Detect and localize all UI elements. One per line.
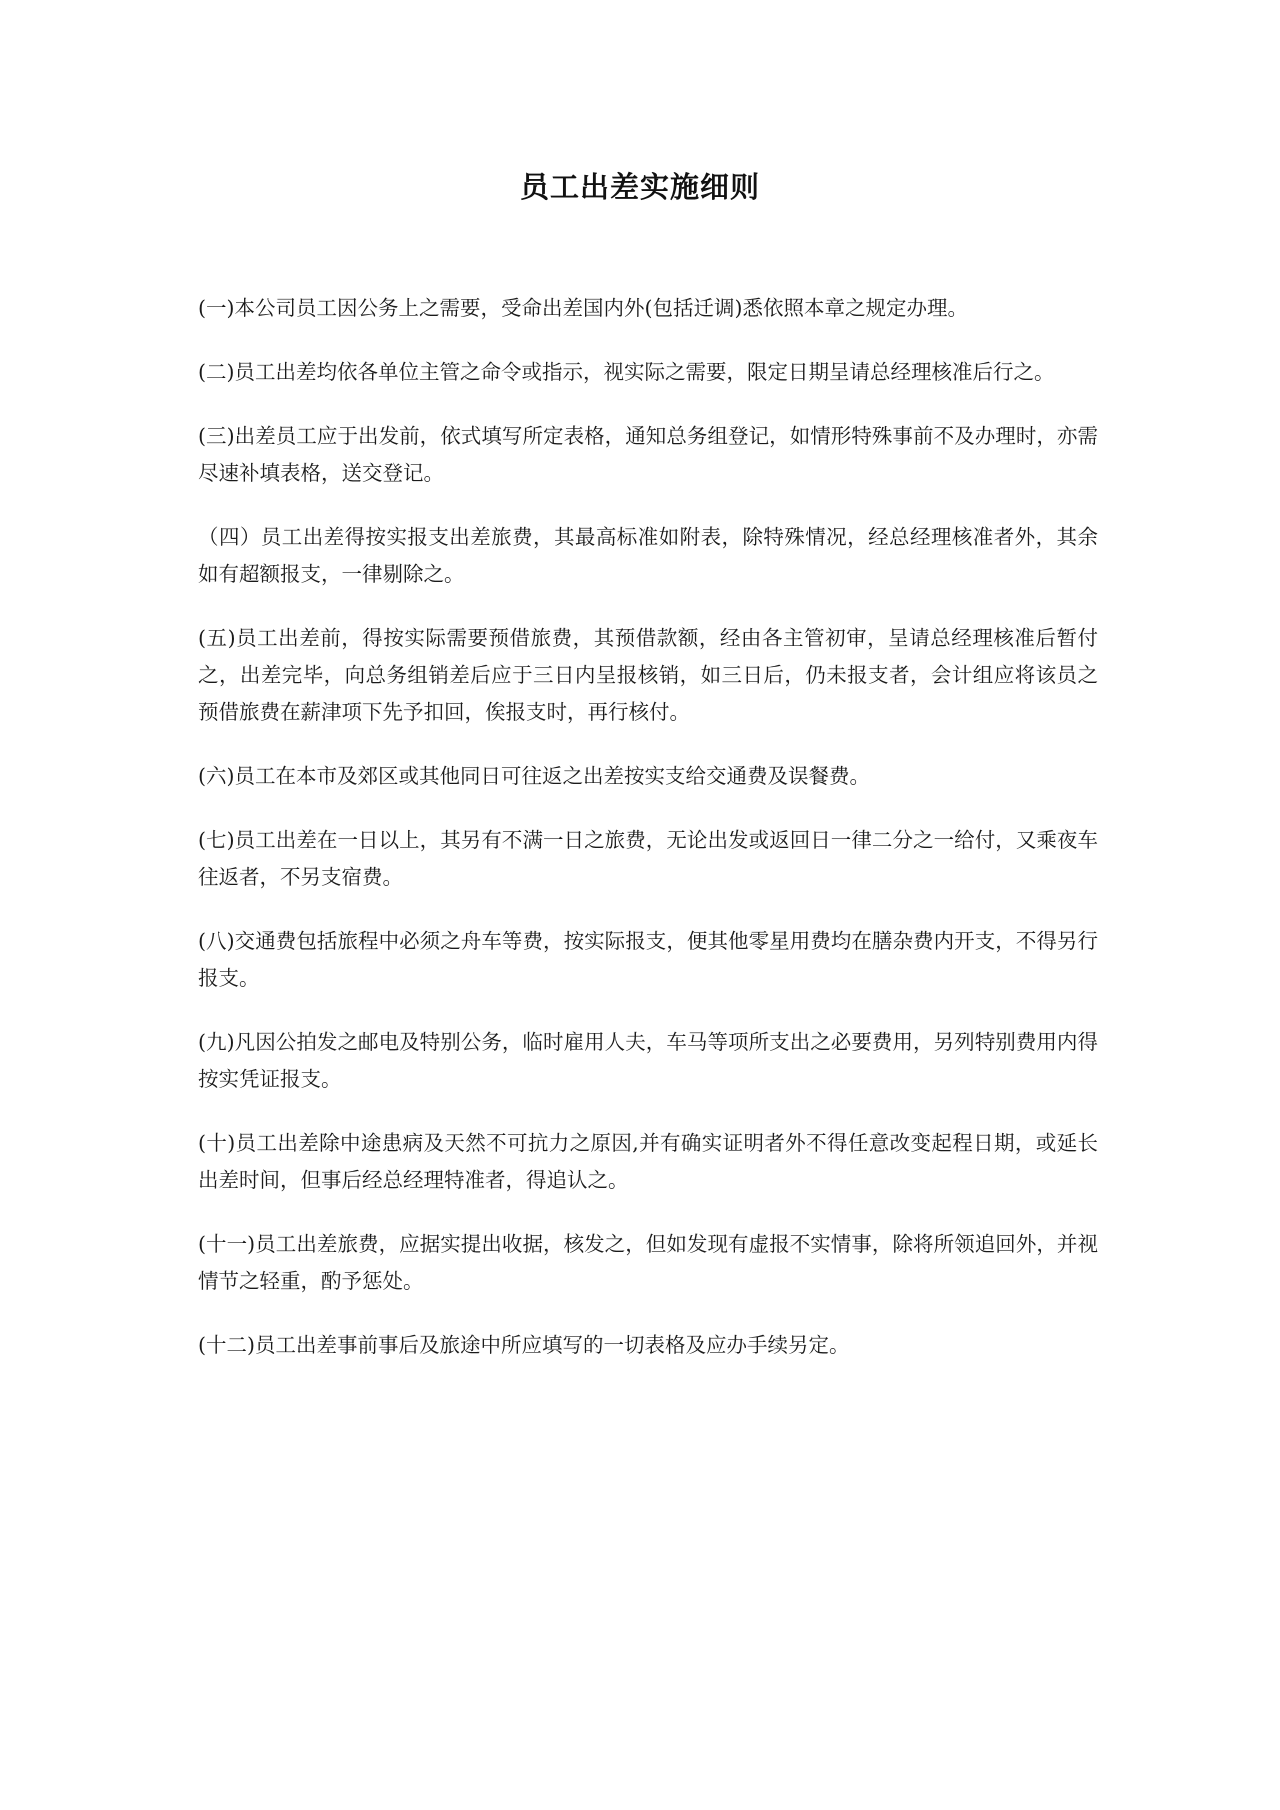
document-body xyxy=(198,290,1098,1391)
clause-10: (十)员工出差除中途患病及天然不可抗力之原因,并有确实证明者外不得任意改变起程日期，或延长出差时间，但事后经总经理特准者，得追认之。 xyxy=(198,1131,1098,1192)
clause-12: (十二)员工出差事前事后及旅途中所应填写的一切表格及应办手续另定。 xyxy=(198,1333,850,1357)
clause-4: （四）员工出差得按实报支出差旅费，其最高标准如附表，除特殊情况，经总经理核准者外，其余如有超额报支，一律剔除之。 xyxy=(198,525,1098,586)
clause-1: (一)本公司员工因公务上之需要，受命出差国内外(包括迁调)悉依照本章之规定办理。 xyxy=(198,296,968,320)
clause-8: (八)交通费包括旅程中必须之舟车等费，按实际报支，便其他零星用费均在膳杂费内开支，不得另行报支。 xyxy=(198,929,1098,990)
clause-5: (五)员工出差前，得按实际需要预借旅费，其预借款额，经由各主管初审，呈请总经理核准后暂付之，出差完毕，向总务组销差后应于三日内呈报核销，如三日后，仍未报支者，会计组应将该员之预借旅费在薪津项下先予扣回，俟报支时，再行核付。 xyxy=(198,626,1098,724)
clause-3: (三)出差员工应于出发前，依式填写所定表格，通知总务组登记，如情形特殊事前不及办理时，亦需尽速补填表格，送交登记。 xyxy=(198,424,1098,485)
clause-2: (二)员工出差均依各单位主管之命令或指示，视实际之需要，限定日期呈请总经理核准后行之。 xyxy=(198,360,1055,384)
clause-7: (七)员工出差在一日以上，其另有不满一日之旅费，无论出发或返回日一律二分之一给付，又乘夜车往返者，不另支宿费。 xyxy=(198,828,1098,889)
clause-6: (六)员工在本市及郊区或其他同日可往返之出差按实支给交通费及误餐费。 xyxy=(198,764,870,788)
clause-11: (十一)员工出差旅费，应据实提出收据，核发之，但如发现有虚报不实情事，除将所领追回外，并视情节之轻重，酌予惩处。 xyxy=(198,1232,1098,1293)
clause-9: (九)凡因公拍发之邮电及特别公务，临时雇用人夫，车马等项所支出之必要费用，另列特别费用内得按实凭证报支。 xyxy=(198,1030,1098,1091)
page-title: 员工出差实施细则 xyxy=(519,170,760,204)
